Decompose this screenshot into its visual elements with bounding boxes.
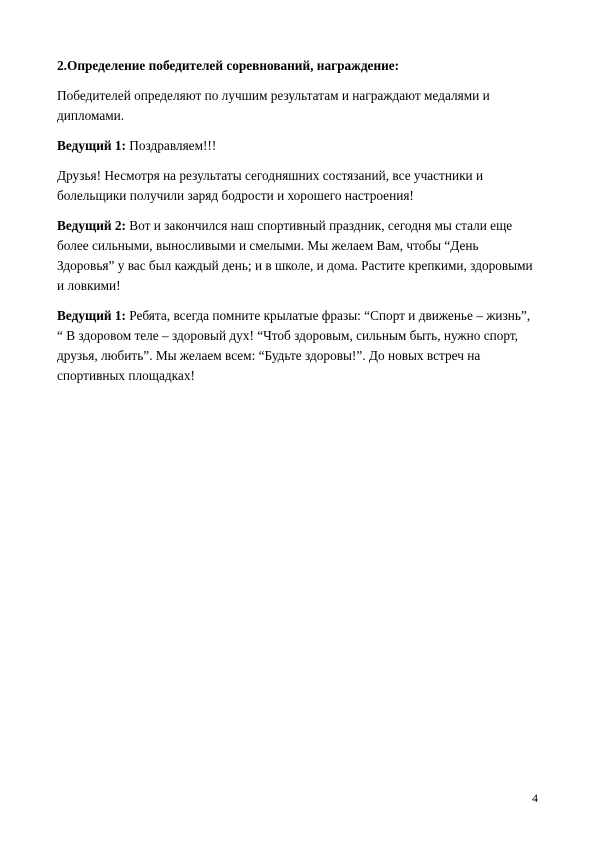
paragraph-host-2 xyxy=(57,216,539,296)
paragraph-host-1-final xyxy=(57,306,539,386)
section-heading: 2.Определение победителей соревнований, награждение: xyxy=(57,58,400,73)
paragraph-text: Друзья! Несмотря на результаты сегодняшних состязаний, все участники и болельщики получили заряд бодрости и хорошего настроения! xyxy=(57,168,484,203)
paragraph-text: Ребята, всегда помните крылатые фразы: “Спорт и движенье – жизнь”, “ В здоровом теле – здоровый дух! “Чтоб здоровым, сильным быть, нужно спорт, друзья, любить”. Мы желаем всем: “Будьте здоровы!”. До новых встреч на спортивных площадках! xyxy=(57,308,531,383)
paragraph-congratulations xyxy=(57,136,539,156)
speaker-label: Ведущий 1: xyxy=(57,308,126,323)
document-body xyxy=(57,56,539,396)
paragraph-friends xyxy=(57,166,539,206)
paragraph-text: Вот и закончился наш спортивный праздник, сегодня мы стали еще более сильными, выносливыми и смелыми. Мы желаем Вам, чтобы “День Здоровья” у вас был каждый день; и в школе, и дома. Растите крепкими, здоровыми и ловкими! xyxy=(57,218,533,293)
speaker-label: Ведущий 2: xyxy=(57,218,126,233)
paragraph-winners xyxy=(57,86,539,126)
paragraph-text: Победителей определяют по лучшим результатам и награждают медалями и дипломами. xyxy=(57,88,490,123)
page-number: 4 xyxy=(532,791,538,805)
speaker-label: Ведущий 1: xyxy=(57,138,126,153)
paragraph-text: Поздравляем!!! xyxy=(125,138,217,153)
